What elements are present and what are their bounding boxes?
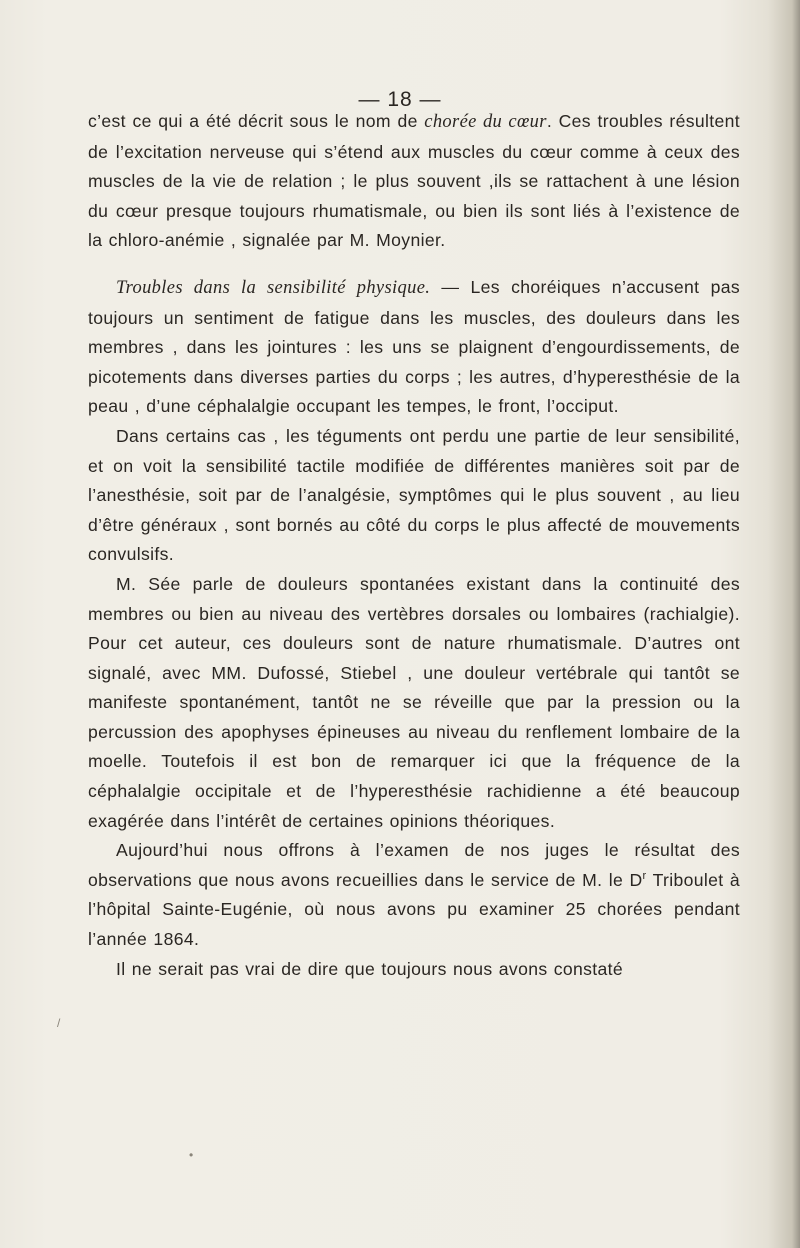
paragraph-6: Il ne serait pas vrai de dire que toujours nous avons constaté — [116, 958, 624, 979]
section-heading-troubles-sensibilite: Troubles dans la sensibilité physique. — [116, 277, 431, 298]
paragraph-5 — [88, 836, 740, 954]
paragraph-2 — [88, 273, 740, 422]
paragraph-3: Dans certains cas , les téguments ont perdu une partie de leur sensibilité, et on voit la sensibilité tactile modifiée de différentes manières soit par de l’anesthésie, soit par de l’analgésie, symptômes qui le plus souvent , au lieu d’être généraux , sont bornés au côté du corps le plus affecté de mouvements convulsifs. — [88, 425, 740, 565]
paragraph-2-rest: — Les choréiques n’accusent pas toujours un sentiment de fatigue dans les muscles, des douleurs dans les membres , dans les jointures : les uns se plaignent d’engourdissements, de picotements dans diverses parties du corps ; les autres, d’hyperesthésie de la peau , d’une céphalalgie occupant les tempes, le front, l’occiput. — [88, 276, 740, 417]
paragraph-1-italic: chorée du cœur — [424, 112, 547, 132]
stray-mark: / — [57, 1016, 61, 1030]
paragraph-5-a: Aujourd’hui nous offrons à l’examen de nos juges le résultat des observations que nous avons recueillies dans le service de M. le D — [88, 840, 740, 890]
body-text — [88, 107, 740, 984]
page-number: — 18 — — [358, 88, 442, 111]
paragraph-4: M. Sée parle de douleurs spontanées existant dans la continuité des membres ou bien au niveau des vertèbres dorsales ou lombaires (rachialgie). Pour cet auteur, ces douleurs sont de nature rhumatismale. D’autres ont signalé, avec MM. Dufossé, Stiebel , une douleur vertébrale qui tantôt se manifeste spontanément, tantôt ne se réveille que par la pression ou la percussion des apophyses épineuses au niveau du renflement lombaire de la moelle. Toutefois il est bon de remarquer ici que la fréquence de la céphalalgie occipitale et de l’hyperesthésie rachidienne a été beaucoup exagérée dans l’intérêt de certaines opinions théoriques. — [88, 573, 740, 831]
stray-dot: • — [189, 1148, 194, 1162]
paragraph-5-b: Triboulet à l’hôpital Sainte-Eugénie, où nous avons pu examiner 25 chorées pendant l’année 1864. — [88, 869, 740, 950]
paragraph-1 — [88, 107, 740, 256]
paragraph-1-lead: c’est ce qui a été décrit sous le nom de — [88, 111, 425, 131]
paragraph-1-rest: . Ces troubles résultent de l’excitation nerveuse qui s’étend aux muscles du cœur comme à ceux des muscles de la vie de relation ; le plus souvent ,ils se rattachent à une lésion du cœur presque toujours rhumatismale, ou bien ils sont liés à l’existence de la chloro-anémie , signalée par M. Moynier. — [88, 111, 741, 251]
paragraph-5-superscript: r — [642, 869, 647, 882]
